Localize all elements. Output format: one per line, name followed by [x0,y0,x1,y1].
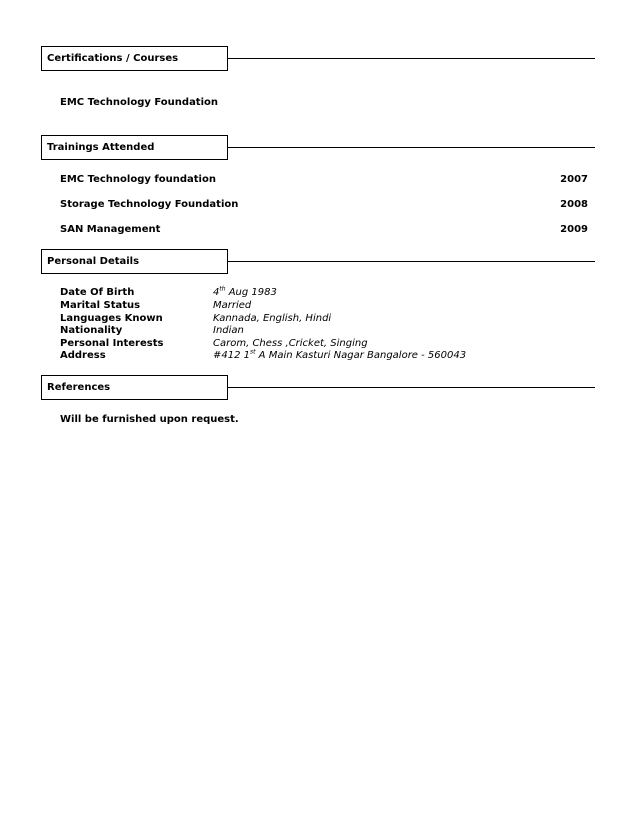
personal-value: Carom, Chess ,Cricket, Singing [213,338,368,349]
section-heading-certifications: Certifications / Courses [41,46,228,71]
training-name: Storage Technology Foundation [60,199,239,210]
section-rule [228,261,595,262]
personal-label: Languages Known [60,313,163,324]
personal-label: Address [60,350,106,361]
personal-value: Indian [213,325,244,336]
training-year: 2007 [560,174,588,185]
personal-value-address: #412 1st A Main Kasturi Nagar Bangalore - 560043 [213,348,467,361]
training-year: 2009 [560,224,588,235]
certification-item: EMC Technology Foundation [60,97,219,108]
personal-value: Married [213,300,252,311]
section-rule [228,387,595,388]
section-rule [228,147,595,148]
training-year: 2008 [560,199,588,210]
personal-label: Marital Status [60,300,141,311]
personal-value: Kannada, English, Hindi [213,313,332,324]
references-text: Will be furnished upon request. [60,414,239,425]
section-heading-references: References [41,375,228,400]
section-heading-personal: Personal Details [41,249,228,274]
section-heading-trainings: Trainings Attended [41,135,228,160]
section-rule [228,58,595,59]
personal-label: Personal Interests [60,338,164,349]
training-name: SAN Management [60,224,161,235]
personal-label: Date Of Birth [60,287,135,298]
training-name: EMC Technology foundation [60,174,216,185]
personal-value-dob: 4th Aug 1983 [213,285,277,298]
personal-label: Nationality [60,325,123,336]
